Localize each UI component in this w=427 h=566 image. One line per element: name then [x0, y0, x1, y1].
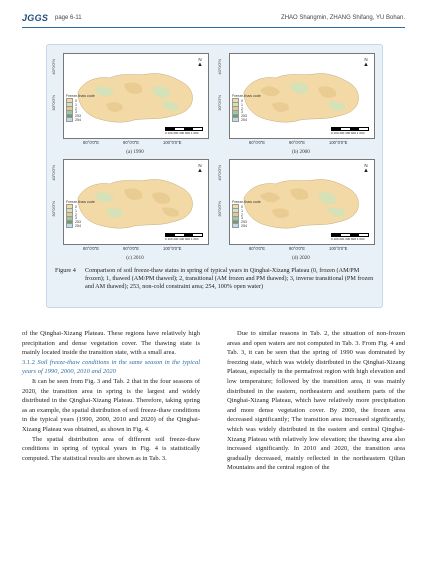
- right-column: [227, 329, 405, 473]
- legend-code: 253: [75, 114, 81, 119]
- paragraph: Due to similar reasons in Tab. 2, the situation of non-frozen areas and open waters are not computed in Tab. 3. From Fig. 4 and Tab. 3, it can be seen that the spring of 1990 was dominated by freezing state, which was widely distributed in the Qinghai-Xizang Plateau, especially in the permafrost region with high elevation and low temperature; followed by the transition area, it was mainly distributed in the eastern, northeastern and southern parts of the Qinghai-Xizang Plateau, which have relatively more precipitation and more dense vegetation cover. By 2000, the frozen area decreased significantly; The transition area increased significantly, which was widely distributed in the eastern and central Qinghai-Xizang Plateau with relatively low elevation; the thawing area also increased significantly. In 2010 and 2020, the transition area gradually decreased, mainly reflected in the northeastern Qilian Mountains and the central region of the: [227, 330, 405, 472]
- legend-code: 0: [241, 204, 243, 209]
- section-heading: [22, 358, 200, 377]
- figure-4: [46, 44, 383, 308]
- legend-code: 2: [241, 106, 243, 111]
- legend-item: [232, 118, 261, 122]
- legend-code: 2: [75, 212, 77, 217]
- page-header: [22, 13, 405, 27]
- north-arrow-icon: N ▲: [363, 163, 369, 174]
- figure-caption-text: Comparison of soil freeze-thaw status in spring of typical years in Qinghai-Xizang Plateau (0, frozen (AM/PM frozen); 1, thawed (AM/PM thawed); 2, transitional (AM frozen and PM thawed); 3, inverse transitional (PM frozen and AM thawed); 253, non-cold constraint area; 254, 100% open water): [85, 267, 374, 291]
- longitude-label: 100°0'0"E: [163, 140, 182, 145]
- legend-code: 3: [241, 216, 243, 221]
- legend-swatch: [66, 117, 73, 122]
- north-label: N: [198, 57, 202, 62]
- latitude-label: 30°0'0"N: [217, 201, 222, 217]
- map-panel: [219, 159, 373, 271]
- legend-code: 253: [75, 220, 81, 225]
- longitude-label: 80°0'0"E: [83, 246, 100, 251]
- plateau-region: [244, 73, 359, 122]
- longitude-label: 90°0'0"E: [123, 140, 140, 145]
- scale-bar: [331, 233, 369, 241]
- scale-label: 0 100 200 400 600 1 000: [331, 237, 365, 241]
- map-panel: [53, 53, 207, 165]
- legend-code: 2: [241, 212, 243, 217]
- legend-code: 1: [241, 208, 243, 213]
- longitude-label: 80°0'0"E: [249, 246, 266, 251]
- latitude-label: 30°0'0"N: [51, 95, 56, 111]
- north-label: N: [364, 163, 368, 168]
- latitude-label: 30°0'0"N: [51, 201, 56, 217]
- legend-code: 1: [75, 208, 77, 213]
- legend-swatch: [232, 117, 239, 122]
- map-frame: [229, 53, 375, 139]
- figure-caption: [55, 267, 374, 292]
- legend-title: Freeze-thaw code: [66, 200, 95, 204]
- header-rule: [22, 27, 405, 28]
- map-legend: [66, 94, 95, 122]
- longitude-label: 90°0'0"E: [289, 246, 306, 251]
- plateau-region: [244, 179, 359, 228]
- legend-code: 0: [241, 98, 243, 103]
- section-number: 3.1.2: [22, 358, 35, 366]
- longitude-label: 100°0'0"E: [329, 140, 348, 145]
- north-label: N: [198, 163, 202, 168]
- legend-item: [232, 224, 261, 228]
- latitude-label: 40°0'0"N: [217, 165, 222, 181]
- panel-caption: (d) 2020: [292, 255, 310, 261]
- legend-code: 0: [75, 98, 77, 103]
- legend-title: Freeze-thaw code: [232, 94, 261, 98]
- panel-caption: (a) 1990: [126, 149, 144, 155]
- legend-code: 254: [75, 223, 81, 228]
- scale-label: 0 100 200 400 600 1 000: [331, 131, 365, 135]
- left-column: [22, 329, 200, 463]
- scale-label: 0 100 200 400 600 1 000: [165, 131, 199, 135]
- legend-swatch: [232, 223, 239, 228]
- legend-code: 253: [241, 114, 247, 119]
- map-frame: [63, 53, 209, 139]
- panel-caption: (b) 2000: [292, 149, 310, 155]
- map-legend: [66, 200, 95, 228]
- legend-swatch: [66, 223, 73, 228]
- longitude-label: 90°0'0"E: [123, 246, 140, 251]
- paragraph: The spatial distribution area of different soil freeze-thaw conditions in spring of typical years in Fig. 4 is statistically computed. The statistical results are shown as in Tab. 3.: [22, 435, 200, 462]
- figure-caption-label: Figure 4: [55, 267, 76, 274]
- longitude-label: 80°0'0"E: [249, 140, 266, 145]
- legend-item: [66, 224, 95, 228]
- legend-code: 0: [75, 204, 77, 209]
- scale-bar: [165, 233, 203, 241]
- legend-code: 2: [75, 106, 77, 111]
- scale-bar: [165, 127, 203, 135]
- paragraph: of the Qinghai-Xizang Plateau. These regions have relatively high precipitation and dense vegetation cover. The thawing state is mainly located inside the transition state, with a small area.: [22, 330, 200, 357]
- running-authors: ZHAO Shangmin, ZHANG Shifang, YU Bohan.: [281, 15, 405, 21]
- legend-code: 3: [75, 110, 77, 115]
- latitude-label: 40°0'0"N: [51, 165, 56, 181]
- legend-code: 3: [241, 110, 243, 115]
- panel-caption: (c) 2010: [126, 255, 144, 261]
- map-legend: [232, 94, 261, 122]
- legend-title: Freeze-thaw code: [232, 200, 261, 204]
- legend-item: [66, 118, 95, 122]
- section-title: Soil freeze-thaw conditions in the same season in the typical years of 1990, 2000, 2010 and 2020: [22, 358, 201, 376]
- north-arrow-icon: N ▲: [363, 57, 369, 68]
- legend-code: 253: [241, 220, 247, 225]
- longitude-label: 90°0'0"E: [289, 140, 306, 145]
- legend-code: 254: [75, 117, 81, 122]
- legend-title: Freeze-thaw code: [66, 94, 95, 98]
- plateau-region: [78, 179, 193, 228]
- journal-logo: JGGS: [22, 13, 49, 23]
- legend-code: 1: [75, 102, 77, 107]
- paragraph: It can be seen from Fig. 3 and Tab. 2 that in the four seasons of 2020, the transition area in spring is the largest and widely distributed in the Qinghai-Xizang Plateau. Therefore, taking spring as an example, the spatial distribution of soil freeze-thaw conditions in the typical years (1990, 2000, 2010 and 2020) of the Qinghai-Xizang Plateau was obtained, as shown in Fig. 4.: [22, 377, 200, 433]
- map-frame: [63, 159, 209, 245]
- map-panel: [53, 159, 207, 271]
- map-frame: [229, 159, 375, 245]
- longitude-label: 100°0'0"E: [329, 246, 348, 251]
- latitude-label: 40°0'0"N: [217, 59, 222, 75]
- longitude-label: 80°0'0"E: [83, 140, 100, 145]
- longitude-label: 100°0'0"E: [163, 246, 182, 251]
- latitude-label: 30°0'0"N: [217, 95, 222, 111]
- legend-code: 1: [241, 102, 243, 107]
- scale-label: 0 100 200 400 600 1 000: [165, 237, 199, 241]
- legend-code: 254: [241, 223, 247, 228]
- legend-code: 254: [241, 117, 247, 122]
- north-label: N: [364, 57, 368, 62]
- map-panel: [219, 53, 373, 165]
- page-number: page 6-11: [55, 15, 82, 21]
- map-legend: [232, 200, 261, 228]
- latitude-label: 40°0'0"N: [51, 59, 56, 75]
- north-arrow-icon: N ▲: [197, 163, 203, 174]
- north-arrow-icon: N ▲: [197, 57, 203, 68]
- scale-bar: [331, 127, 369, 135]
- legend-code: 3: [75, 216, 77, 221]
- plateau-region: [78, 73, 193, 122]
